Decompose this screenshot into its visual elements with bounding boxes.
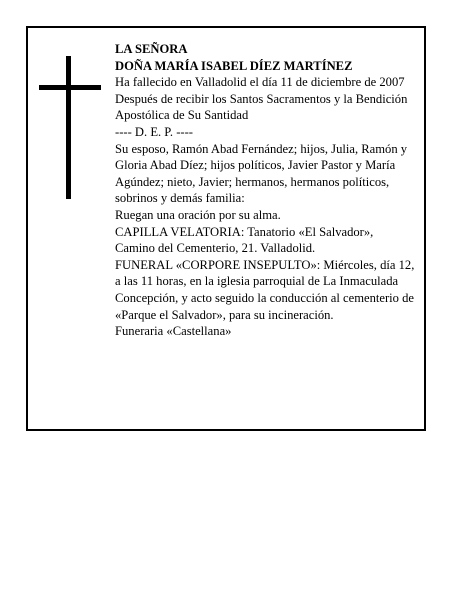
sacraments-line: Después de recibir los Santos Sacramentos y la Bendición Apostólica de Su Santidad [115, 91, 408, 123]
cross-icon [39, 56, 101, 199]
rip-line: ---- D. E. P. ---- [115, 124, 193, 139]
family-list: Su esposo, Ramón Abad Fernández; hijos, Julia, Ramón y Gloria Abad Díez; hijos políticos, Javier Pastor y María Agúndez; nieto, Javier; hermanos, hermanos políticos, sobrinos y demás familia: [115, 141, 408, 206]
cross-horizontal-bar [39, 85, 101, 90]
funeral-home: Funeraria «Castellana» [115, 324, 232, 339]
death-announcement: Ha fallecido en Valladolid el día 11 de diciembre de 2007 [115, 75, 405, 90]
chapel-info: CAPILLA VELATORIA: Tanatorio «El Salvador», Camino del Cementerio, 21. Valladolid. [115, 224, 374, 256]
notice-heading: LA SEÑORA [115, 42, 188, 56]
notice-text [115, 41, 415, 340]
prayer-request: Ruegan una oración por su alma. [115, 207, 281, 222]
obituary-notice [26, 26, 426, 431]
deceased-name: DOÑA MARÍA ISABEL DÍEZ MARTÍNEZ [115, 58, 353, 73]
cross-vertical-bar [66, 56, 71, 199]
funeral-info: FUNERAL «CORPORE INSEPULTO»: Miércoles, día 12, a las 11 horas, en la iglesia parroquial de La Inmaculada Concepción, y acto seguido la conducción al cementerio de «Parque el Salvador», para su incineración. [115, 257, 415, 322]
